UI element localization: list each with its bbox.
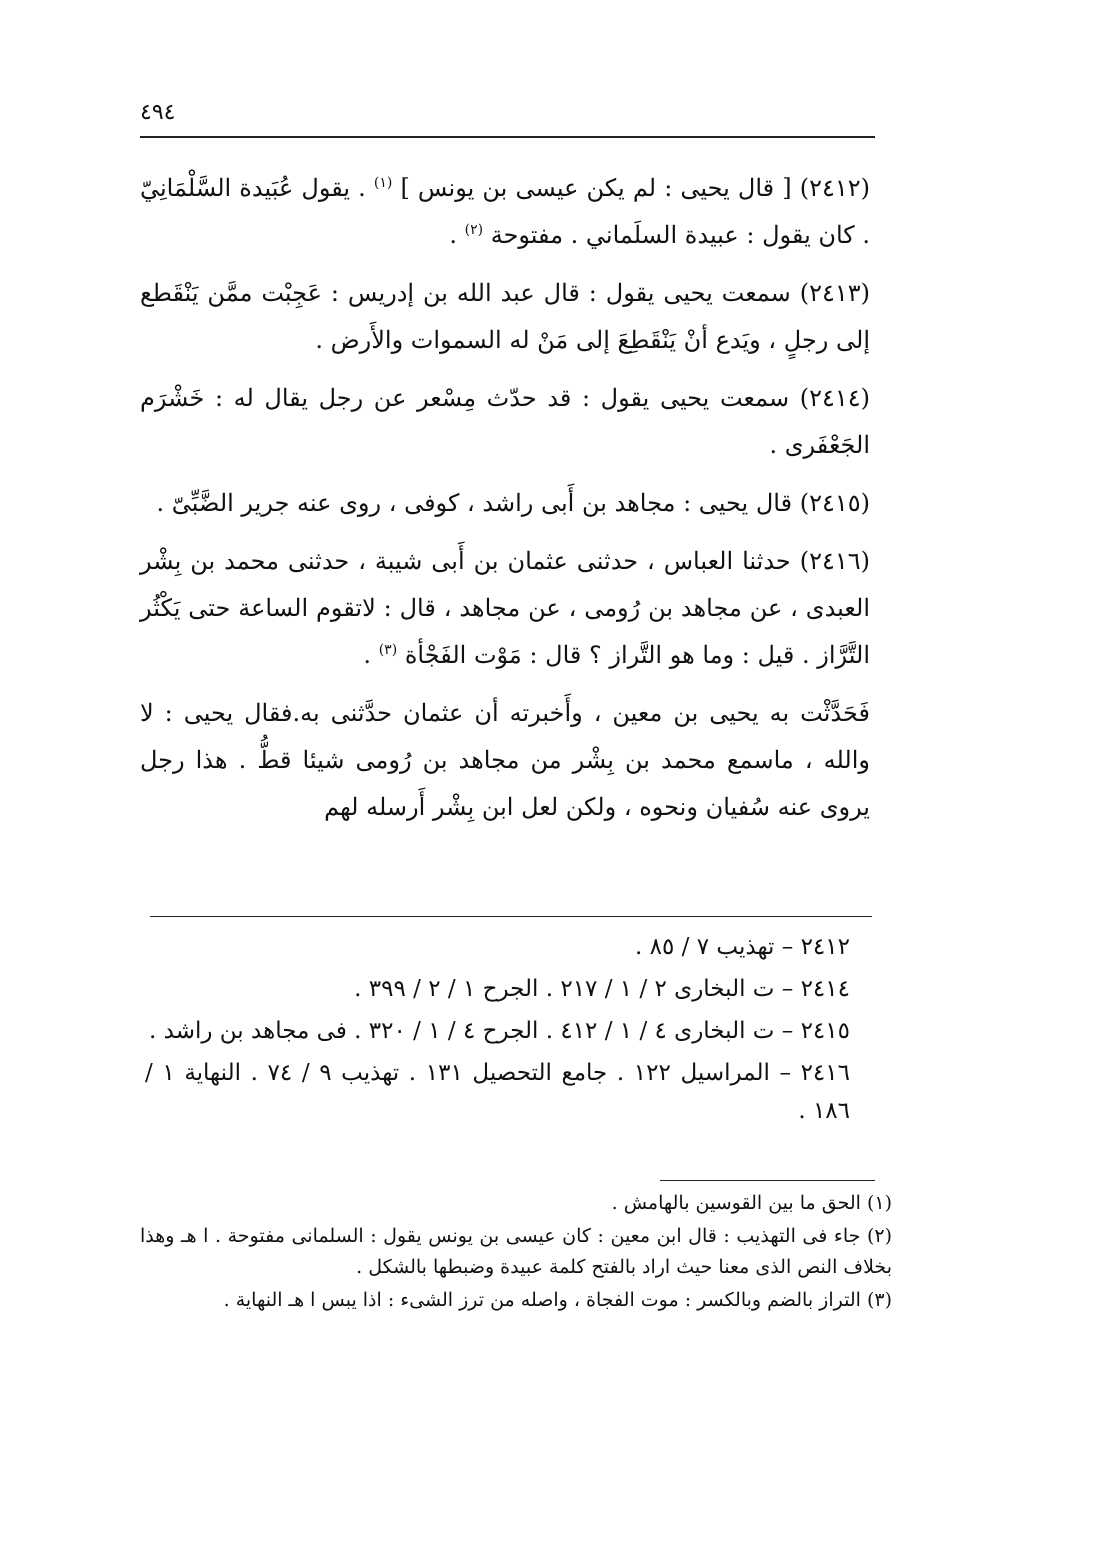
entry-2416-end: . xyxy=(363,641,372,669)
reference-2412: ٢٤١٢ – تهذيب ٧ / ٨٥ . xyxy=(635,934,850,960)
footnotes xyxy=(140,1188,892,1318)
main-text xyxy=(140,165,870,842)
entry-2412-rest: . يقول عُبَيدة السَّلْمَانِيّ . كان يقول : عبيدة السلَماني . مفتوحة xyxy=(140,174,870,249)
footnote-2: (٢) جاء فى التهذيب : قال ابن معين : كان عيسى بن يونس يقول : السلمانى مفتوحة . ا هـ وهذا بخلاف النص الذى معنا حيث اراد بالفتح كلمة عبيدة وضبطها بالشكل . xyxy=(140,1225,892,1278)
entry-2416-text: (٢٤١٦) حدثنا العباس ، حدثنى عثمان بن أَبى شيبة ، حدثنى محمد بن بِشْر العبدى ، عن مجاهد بن رُومى ، عن مجاهد ، قال : لاتقوم الساعة حتى يَكْثُر التَّرَّاز . قيل : وما هو التَّراز ؟ قال : مَوْت الفَجْأة xyxy=(140,547,870,669)
footnotes-rule xyxy=(660,1180,875,1181)
entry-2415: (٢٤١٥) قال يحيى : مجاهد بن أَبى راشد ، كوفى ، روى عنه جرير الضَّبِّىّ . xyxy=(156,489,870,517)
references-rule xyxy=(150,916,872,917)
footnote-ref-3: (٣) xyxy=(378,642,398,658)
page-number: ٤٩٤ xyxy=(140,100,176,125)
header-rule xyxy=(140,136,875,138)
reference-2414: ٢٤١٤ – ت البخارى ٢ / ١ / ٢١٧ . الجرح ١ / ٢ / ٣٩٩ . xyxy=(354,976,850,1002)
references xyxy=(145,928,850,1134)
entry-2412 xyxy=(140,165,870,259)
entry-2412-end: . xyxy=(449,221,457,249)
entry-2414: (٢٤١٤) سمعت يحيى يقول : قد حدّث مِسْعر عن رجل يقال له : خَشْرَم الجَعْفَرى . xyxy=(140,384,870,459)
reference-2416: ٢٤١٦ – المراسيل ١٢٢ . جامع التحصيل ١٣١ . تهذيب ٩ / ٧٤ . النهاية ١ / ١٨٦ . xyxy=(145,1060,850,1124)
footnote-ref-1: (١) xyxy=(373,175,393,191)
reference-2415: ٢٤١٥ – ت البخارى ٤ / ١ / ٤١٢ . الجرح ٤ / ١ / ٣٢٠ . فى مجاهد بن راشد . xyxy=(149,1018,850,1044)
entry-2416-continuation: فَحَدَّثْت به يحيى بن معين ، وأَخبرته أن عثمان حدَّثنى به.فقال يحيى : لا والله ، ماسمع محمد بن بِشْر من مجاهد بن رُومى شيئا قطُّ . هذا رجل يروى عنه سُفيان ونحوه ، ولكن لعل ابن بِشْر أَرسله لهم xyxy=(140,699,870,821)
footnote-3: (٣) التراز بالضم وبالكسر : موت الفجاة ، واصله من ترز الشىء : اذا يبس ا هـ النهاية . xyxy=(223,1289,892,1311)
entry-2416 xyxy=(140,538,870,679)
entry-2412-text: (٢٤١٢) [ قال يحيى : لم يكن عيسى بن يونس ] xyxy=(400,174,870,202)
entry-2413: (٢٤١٣) سمعت يحيى يقول : قال عبد الله بن إدريس : عَجِبْت ممَّن يَنْقَطع إلى رجلٍ ، ويَدع أنْ يَنْقَطِعَ إلى مَنْ له السموات والأَرض . xyxy=(140,279,870,354)
footnote-1: (١) الحق ما بين القوسين بالهامش . xyxy=(611,1192,892,1214)
footnote-ref-2: (٢) xyxy=(464,222,484,238)
